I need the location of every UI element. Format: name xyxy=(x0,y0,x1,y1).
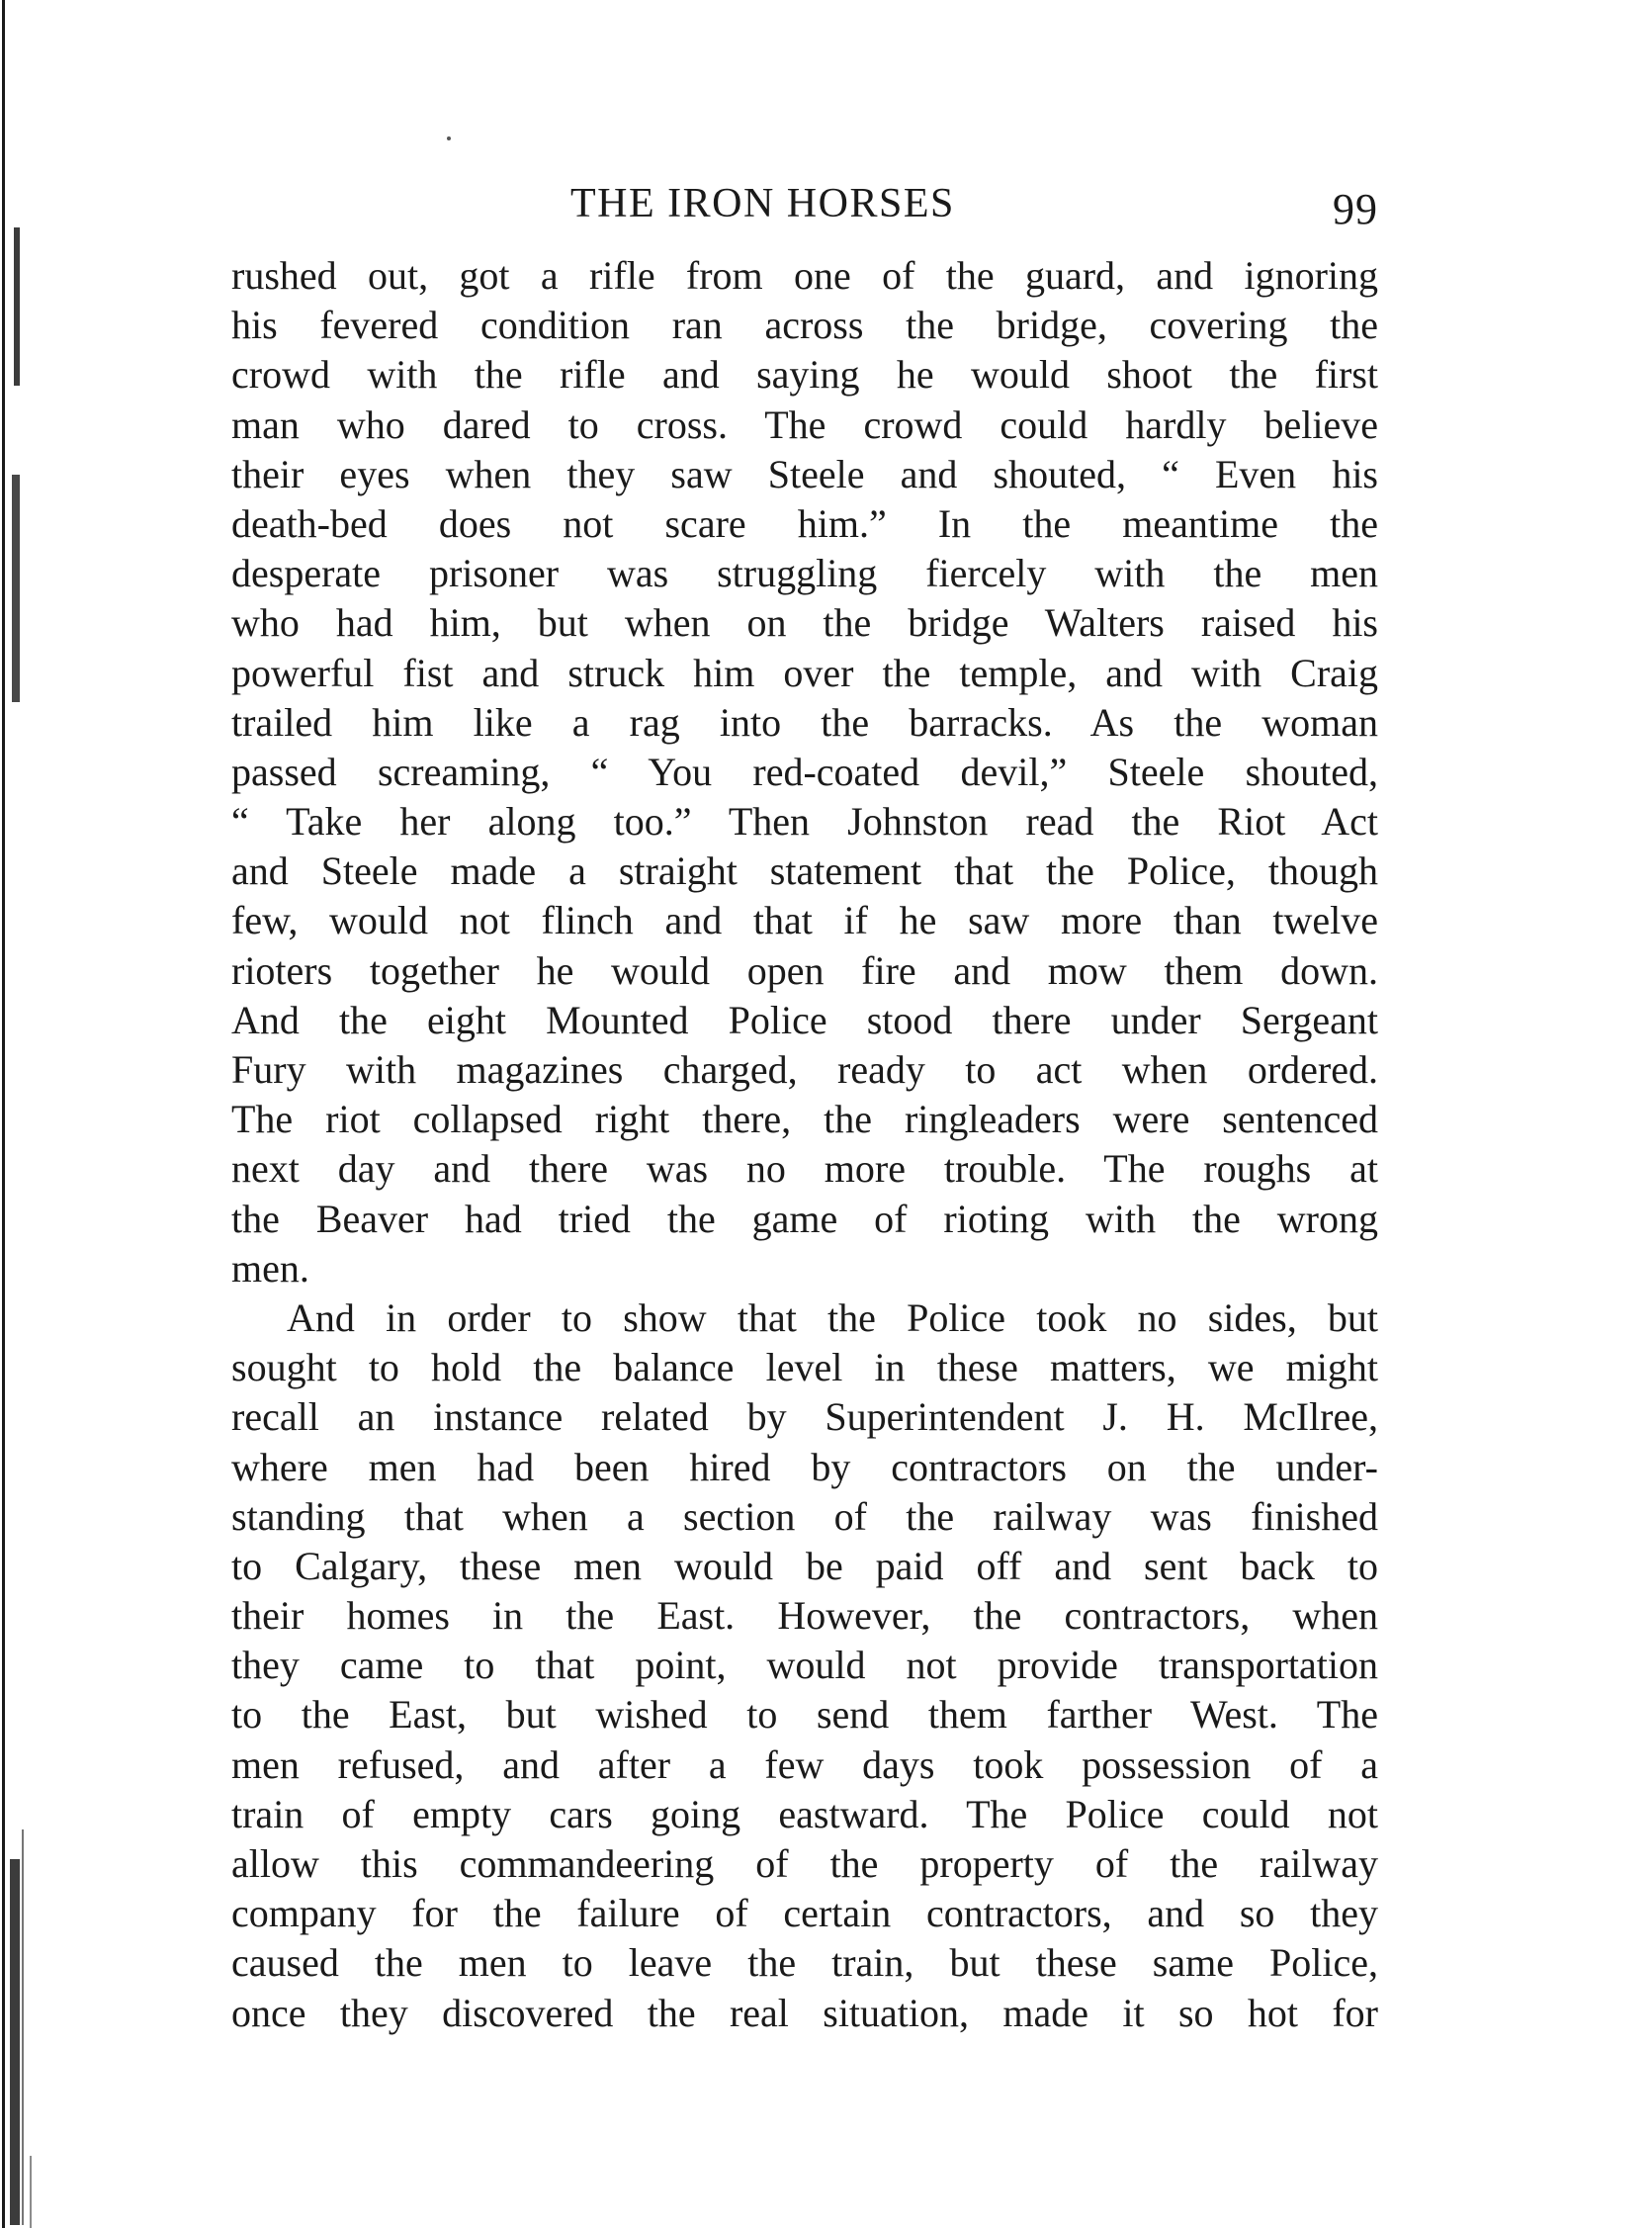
text-line: few, would not flinch and that if he saw more than twelve xyxy=(231,898,1378,943)
text-line: they came to that point, would not provide transportation xyxy=(231,1643,1378,1688)
text-line: their homes in the East. However, the contractors, when xyxy=(231,1593,1378,1639)
text-line: Fury with magazines charged, ready to act when ordered. xyxy=(231,1047,1378,1092)
text-line: rioters together he would open fire and mow them down. xyxy=(231,947,1378,993)
text-line: “ Take her along too.” Then Johnston read the Riot Act xyxy=(231,799,1378,845)
text-line: to the East, but wished to send them farther West. The xyxy=(231,1692,1378,1738)
text-line: allow this commandeering of the property of the railway xyxy=(231,1841,1378,1886)
text-line: trailed him like a rag into the barracks. As the woman xyxy=(231,699,1378,745)
text-line: passed screaming, “ You red-coated devil,” Steele shouted, xyxy=(231,749,1378,794)
text-line: who had him, but when on the bridge Walters raised his xyxy=(231,600,1378,646)
paragraph-2 xyxy=(231,1293,1378,2038)
text-line: to Calgary, these men would be paid off and sent back to xyxy=(231,1543,1378,1588)
running-head xyxy=(231,176,1378,231)
text-line: men refused, and after a few days took possession of a xyxy=(231,1741,1378,1787)
book-page xyxy=(231,176,1378,2038)
text-line: men. xyxy=(231,1245,309,1291)
body-text xyxy=(231,251,1378,2038)
text-line: next day and there was no more trouble. The roughs at xyxy=(231,1146,1378,1192)
text-line: man who dared to cross. The crowd could hardly believe xyxy=(231,401,1378,447)
text-line: and Steele made a straight statement that the Police, though xyxy=(231,848,1378,894)
text-line: crowd with the rifle and saying he would shoot the first xyxy=(231,352,1378,398)
text-line: his fevered condition ran across the bridge, covering the xyxy=(231,303,1378,348)
scan-speck xyxy=(447,136,451,140)
text-line: death-bed does not scare him.” In the meantime the xyxy=(231,500,1378,546)
text-line: standing that when a section of the railway was finished xyxy=(231,1493,1378,1539)
text-line: the Beaver had tried the game of rioting with the wrong xyxy=(231,1196,1378,1241)
text-line: caused the men to leave the train, but these same Police, xyxy=(231,1940,1378,1986)
text-line: recall an instance related by Superintendent J. H. McIlree, xyxy=(231,1394,1378,1440)
text-line: And the eight Mounted Police stood there under Sergeant xyxy=(231,997,1378,1042)
running-title: THE IRON HORSES xyxy=(570,181,955,226)
text-line: once they discovered the real situation, made it so hot for xyxy=(231,1990,1378,2035)
text-line: The riot collapsed right there, the ringleaders were sentenced xyxy=(231,1097,1378,1142)
text-line: their eyes when they saw Steele and shouted, “ Even his xyxy=(231,451,1378,496)
text-line: company for the failure of certain contractors, and so they xyxy=(231,1891,1378,1936)
text-line: sought to hold the balance level in these matters, we might xyxy=(231,1345,1378,1390)
text-line: powerful fist and struck him over the temple, and with Craig xyxy=(231,650,1378,695)
text-line: where men had been hired by contractors on the under- xyxy=(231,1444,1378,1489)
scanned-binding-edge xyxy=(0,0,40,2228)
text-line: train of empty cars going eastward. The Police could not xyxy=(231,1791,1378,1836)
text-line: And in order to show that the Police took no sides, but xyxy=(287,1294,1378,1340)
paragraph-1 xyxy=(231,251,1378,1293)
text-line: desperate prisoner was struggling fiercely with the men xyxy=(231,551,1378,596)
text-line: rushed out, got a rifle from one of the guard, and ignoring xyxy=(231,253,1378,298)
page-number: 99 xyxy=(1333,185,1378,233)
